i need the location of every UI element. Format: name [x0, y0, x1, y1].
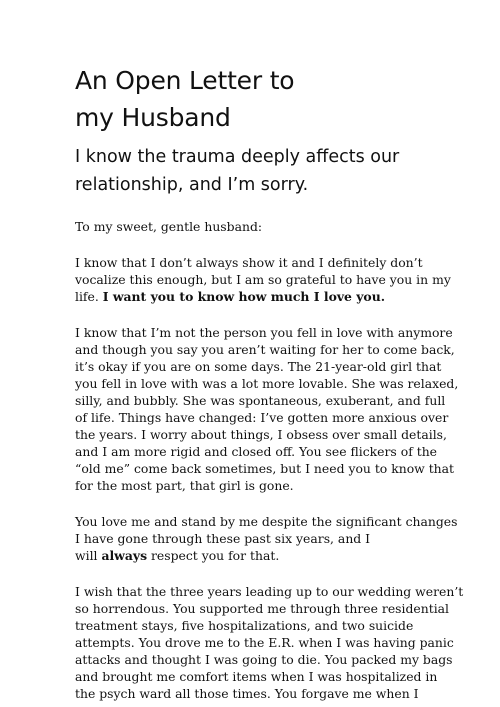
- paragraph-3: [75, 513, 458, 564]
- paragraph-line: You love me and stand by me despite the significant changes: [75, 514, 458, 529]
- letter-article: [75, 62, 464, 702]
- paragraph-2: [75, 324, 459, 494]
- paragraph-line: treatment stays, five hospitalizations, and two suicide: [75, 618, 414, 633]
- paragraph-line: I know that I don’t always show it and I definitely don’t: [75, 255, 423, 270]
- paragraph-line: and brought me comfort items when I was hospitalized in: [75, 669, 438, 684]
- paragraph-line: you fell in love with was a lot more lovable. She was relaxed,: [75, 376, 459, 391]
- paragraph-line: [75, 288, 435, 305]
- bold-text: I want you to know how much I love you.: [102, 289, 386, 304]
- paragraph-line: silly, and bubbly. She was spontaneous, exuberant, and full: [75, 393, 446, 408]
- paragraph-line: [75, 547, 435, 564]
- paragraph-1: [75, 254, 451, 305]
- subtitle-line-1: I know the trauma deeply affects our: [75, 147, 400, 167]
- paragraph-line: “old me” come back sometimes, but I need you to know that: [75, 461, 455, 476]
- paragraph-line: the years. I worry about things, I obsess over small details,: [75, 427, 447, 442]
- bold-text: always: [101, 548, 148, 563]
- article-subtitle: [75, 143, 435, 199]
- title-line-2: my Husband: [75, 103, 231, 132]
- text-run: life.: [75, 289, 103, 304]
- article-title: [75, 62, 435, 136]
- greeting: To my sweet, gentle husband:: [75, 219, 263, 234]
- paragraph-line: the psych ward all those times. You forgave me when I: [75, 686, 419, 701]
- paragraph-line: of life. Things have changed: I’ve gotten more anxious over: [75, 410, 449, 425]
- paragraph-line: and though you say you aren’t waiting for her to come back,: [75, 342, 455, 357]
- paragraph-line: it’s okay if you are on some days. The 21-year-old girl that: [75, 359, 442, 374]
- paragraph-line: I have gone through these past six years, and I: [75, 531, 371, 546]
- article-body: [75, 218, 464, 702]
- text-run: will: [75, 548, 102, 563]
- paragraph-line: vocalize this enough, but I am so grateful to have you in my: [75, 272, 451, 287]
- paragraph-line: so horrendous. You supported me through three residential: [75, 601, 450, 616]
- paragraph-line: attacks and thought I was going to die. You packed my bags: [75, 652, 453, 667]
- title-line-1: An Open Letter to: [75, 66, 295, 95]
- text-run: respect you for that.: [147, 548, 280, 563]
- paragraph-line: and I am more rigid and closed off. You see flickers of the: [75, 444, 438, 459]
- paragraph-line: attempts. You drove me to the E.R. when I was having panic: [75, 635, 454, 650]
- paragraph-line: I wish that the three years leading up to our wedding weren’t: [75, 584, 464, 599]
- paragraph-line: I know that I’m not the person you fell in love with anymore: [75, 325, 453, 340]
- paragraph-4: [75, 583, 464, 702]
- subtitle-line-2: relationship, and I’m sorry.: [75, 175, 309, 195]
- paragraph-line: for the most part, that girl is gone.: [75, 478, 294, 493]
